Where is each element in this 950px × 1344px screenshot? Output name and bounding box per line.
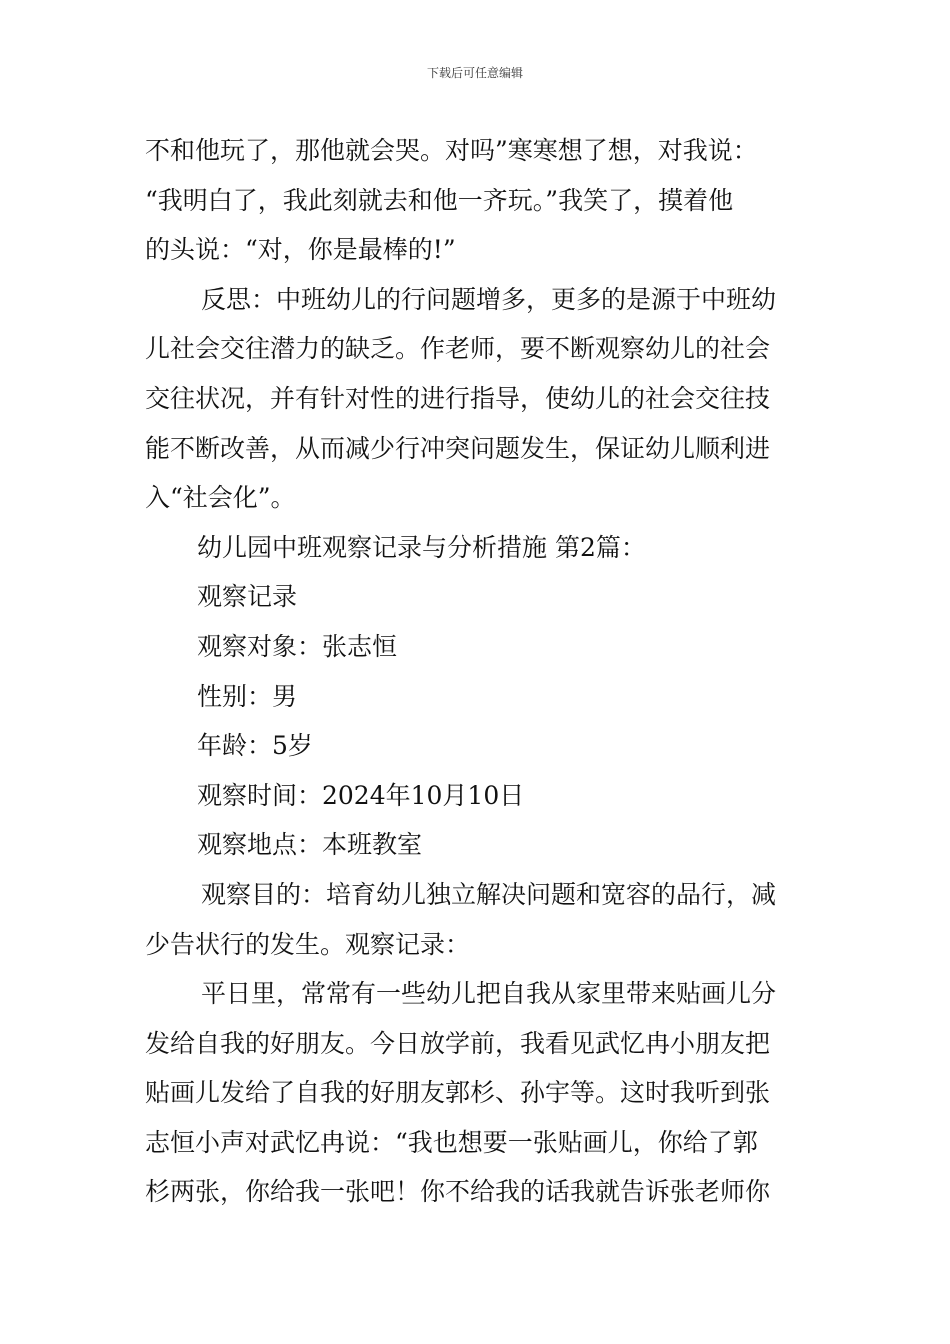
record-time: 观察时间：2024年10月10日 xyxy=(197,780,525,810)
text-line: 少告状行的发生。观察记录： xyxy=(145,929,471,959)
paragraph-reflection: 反思：中班幼儿的行问题增多，更多的是源于中班幼 xyxy=(201,284,777,314)
text-line: 杉两张，你给我一张吧！你不给我的话我就告诉张老师你 xyxy=(145,1177,771,1207)
text-line: 志恒小声对武忆冉说：“我也想要一张贴画儿，你给了郭 xyxy=(145,1127,758,1157)
record-location: 观察地点：本班教室 xyxy=(197,830,423,860)
record-age: 年龄：5岁 xyxy=(197,731,313,761)
document-body xyxy=(145,126,810,1217)
text-line: 入“社会化”。 xyxy=(145,483,296,513)
record-subject: 观察对象：张志恒 xyxy=(197,631,398,661)
text-line: 交往状况，并有针对性的进行指导，使幼儿的社会交往技 xyxy=(145,383,771,413)
section-title: 幼儿园中班观察记录与分析措施 第2篇： xyxy=(197,532,646,562)
text-line: “我明白了，我此刻就去和他一齐玩。”我笑了，摸着他 xyxy=(145,185,734,215)
text-line: 贴画儿发给了自我的好朋友郭杉、孙宇等。这时我听到张 xyxy=(145,1078,771,1108)
record-gender: 性别：男 xyxy=(197,681,298,711)
text-line: 能不断改善，从而减少行冲突问题发生，保证幼儿顺利进 xyxy=(145,433,771,463)
paragraph-observation: 平日里，常常有一些幼儿把自我从家里带来贴画儿分 xyxy=(201,979,777,1009)
text-line: 的头说：“对，你是最棒的!” xyxy=(145,235,456,265)
text-line: 发给自我的好朋友。今日放学前，我看见武忆冉小朋友把 xyxy=(145,1028,771,1058)
record-heading: 观察记录 xyxy=(197,582,298,612)
record-purpose: 观察目的：培育幼儿独立解决问题和宽容的品行，减 xyxy=(201,879,777,909)
page-header-note: 下载后可任意编辑 xyxy=(426,66,523,80)
text-line: 不和他玩了，那他就会哭。对吗”寒寒想了想，对我说： xyxy=(145,136,758,165)
text-line: 儿社会交往潜力的缺乏。作老师，要不断观察幼儿的社会 xyxy=(145,334,771,364)
